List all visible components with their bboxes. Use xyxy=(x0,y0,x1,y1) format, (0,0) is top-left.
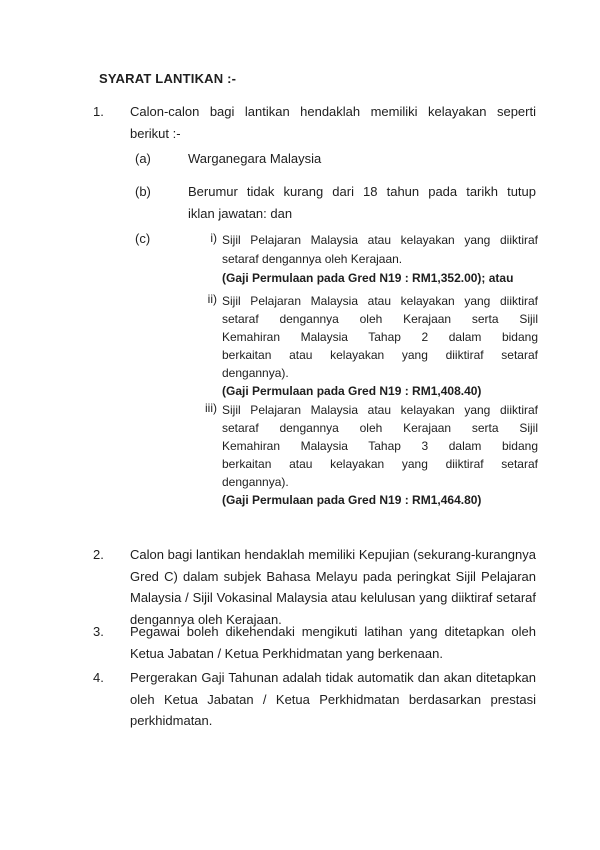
paragraph-line: oleh Ketua Jabatan / Ketua Perkhidmatan berdasarkan prestasi xyxy=(130,691,536,707)
paragraph-line: setaraf dengannya oleh Kerajaan serta Sijil xyxy=(222,312,538,326)
paragraph-line: setaraf dengannya oleh Kerajaan. xyxy=(222,252,403,266)
paragraph-line: berkaitan atau kelayakan yang diiktiraf setaraf xyxy=(222,348,538,362)
item-1 xyxy=(93,101,536,144)
paragraph-line: Kemahiran Malaysia Tahap 3 dalam bidang xyxy=(222,439,538,453)
item-4 xyxy=(93,667,536,732)
paragraph-line: iklan jawatan: dan xyxy=(188,205,293,221)
paragraph-line: berkaitan atau kelayakan yang diiktiraf setaraf xyxy=(222,457,538,471)
list-marker: (b) xyxy=(135,184,151,199)
item-3 xyxy=(93,621,536,664)
paragraph-line: Sijil Pelajaran Malaysia atau kelayakan yang diiktiraf xyxy=(222,233,538,247)
item-number: 1. xyxy=(93,104,104,119)
paragraph-line: Pegawai boleh dikehendaki mengikuti latihan yang ditetapkan oleh xyxy=(130,624,536,639)
salary-note: (Gaji Permulaan pada Gred N19 : RM1,464.80) xyxy=(222,493,482,507)
paragraph-line: setaraf dengannya oleh Kerajaan serta Sijil xyxy=(222,421,538,435)
paragraph-line: Gred C) dalam subjek Bahasa Melayu pada peringkat Sijil Pelajaran xyxy=(130,568,536,584)
paragraph-line: Calon-calon bagi lantikan hendaklah memiliki kelayakan seperti xyxy=(130,104,536,119)
roman-marker: iii) xyxy=(205,401,217,415)
item-number: 4. xyxy=(93,670,104,685)
item-1a xyxy=(135,148,536,170)
salary-note: (Gaji Permulaan pada Gred N19 : RM1,408.40) xyxy=(222,384,482,398)
paragraph-line: berikut :- xyxy=(130,125,181,141)
paragraph-line: dengannya). xyxy=(222,366,289,380)
paragraph-line: Pergerakan Gaji Tahunan adalah tidak automatik dan akan ditetapkan xyxy=(130,670,536,685)
item-1c-point-i xyxy=(135,231,538,288)
salary-note: (Gaji Permulaan pada Gred N19 : RM1,352.00); atau xyxy=(222,271,514,285)
roman-marker: ii) xyxy=(207,292,217,306)
paragraph-line: Kemahiran Malaysia Tahap 2 dalam bidang xyxy=(222,330,538,344)
roman-marker: i) xyxy=(210,231,217,245)
item-2 xyxy=(93,544,536,630)
paragraph-line: Sijil Pelajaran Malaysia atau kelayakan yang diiktiraf xyxy=(222,294,538,308)
item-number: 3. xyxy=(93,624,104,639)
item-1c-point-iii xyxy=(205,401,538,509)
item-1b xyxy=(135,181,536,224)
paragraph-line: Berumur tidak kurang dari 18 tahun pada tarikh tutup xyxy=(188,184,536,199)
paragraph-line: dengannya oleh Kerajaan. xyxy=(130,611,282,627)
paragraph-line: Warganegara Malaysia xyxy=(188,151,322,166)
item-1c-point-ii xyxy=(207,292,538,400)
paragraph-line: Sijil Pelajaran Malaysia atau kelayakan yang diiktiraf xyxy=(222,403,538,417)
paragraph-line: perkhidmatan. xyxy=(130,713,213,728)
paragraph-line: Ketua Jabatan / Ketua Perkhidmatan yang berkenaan. xyxy=(130,645,443,661)
paragraph-line: Calon bagi lantikan hendaklah memiliki Kepujian (sekurang-kurangnya xyxy=(130,547,536,562)
item-number: 2. xyxy=(93,547,104,562)
list-marker: (a) xyxy=(135,151,151,166)
paragraph-line: Malaysia / Sijil Vokasinal Malaysia atau kelulusan yang diiktiraf setaraf xyxy=(130,590,536,605)
paragraph-line: dengannya). xyxy=(222,475,289,489)
list-marker: (c) xyxy=(135,231,151,246)
document-heading: SYARAT LANTIKAN :- xyxy=(99,71,237,86)
